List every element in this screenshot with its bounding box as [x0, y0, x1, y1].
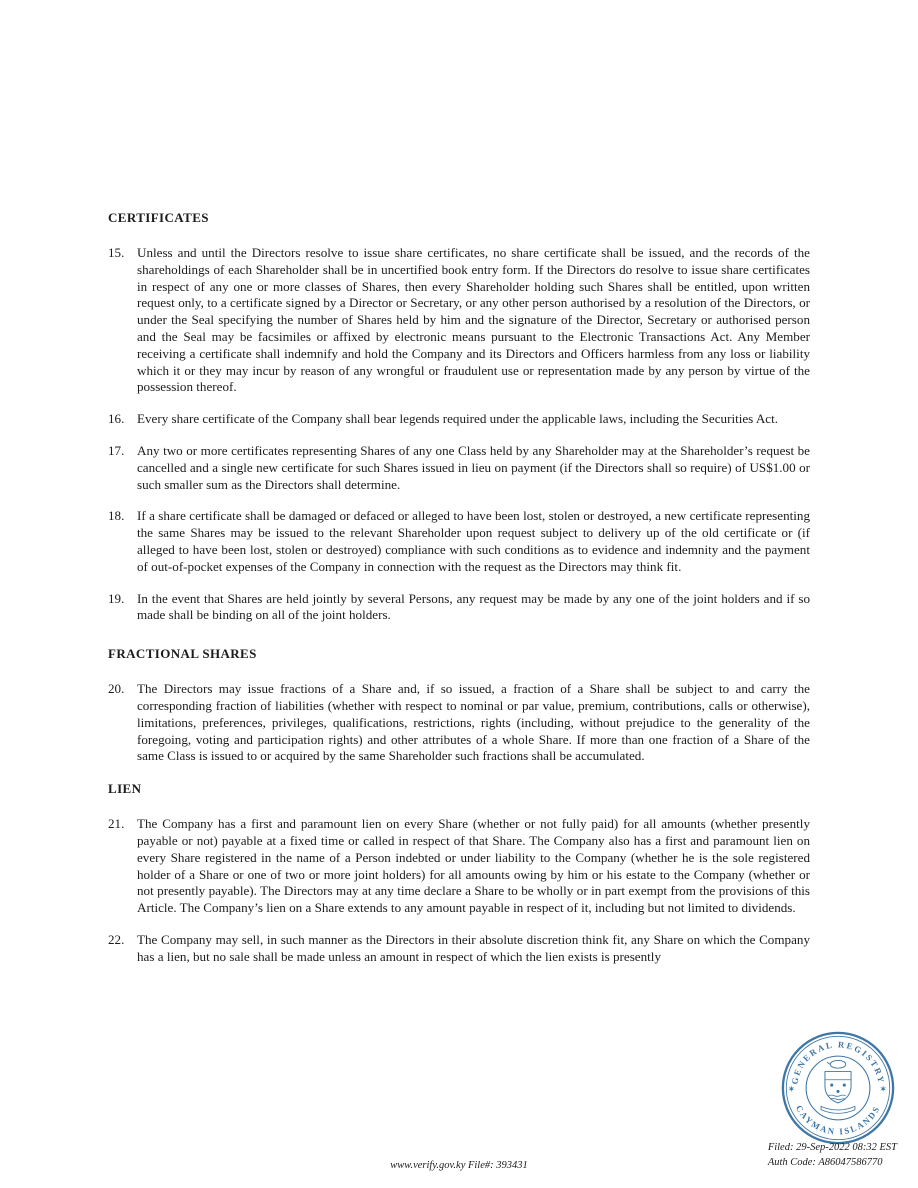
list-item	[108, 591, 810, 625]
item-text: The Company may sell, in such manner as the Directors in their absolute discretion think fit, any Share on which the Company has a lien, but no sale shall be made unless an amount in respect of which the lien exists is presently	[137, 931, 810, 964]
document-content	[108, 210, 810, 981]
section-heading-fractional-shares: FRACTIONAL SHARES	[108, 646, 257, 662]
auth-code: Auth Code: A86047586770	[767, 1157, 883, 1168]
item-text: Any two or more certificates representing Shares of any one Class held by any Shareholder may at the Shareholder’s request be cancelled and a single new certificate for such Shares issued in lieu on payment (if the Directors shall so require) of US$1.00 or such smaller sum as the Directors shall determine.	[137, 442, 810, 492]
filed-timestamp: Filed: 29-Sep-2022 08:32 EST	[767, 1142, 897, 1153]
seal-star-left-icon: ✶	[788, 1085, 795, 1094]
item-number: 21.	[108, 816, 125, 832]
list-item	[108, 681, 810, 765]
item-number: 15.	[108, 245, 125, 260]
seal-outer-inner-line	[786, 1036, 889, 1139]
item-text: The Company has a first and paramount lien on every Share (whether or not fully paid) for all amounts (whether presently payable or not) payable at a fixed time or called in respect of that Share. The Company also has a first and paramount lien on every Share registered in the name of a Person indebted or under liability to the Company (whether he is the sole registered holder of a Share or one of two or more joint holders) for all amounts owing by him or his estate to the Company (whether or not presently payable). The Directors may at any time declare a Share to be wholly or in part exempt from the provisions of this Article. The Company’s lien on a Share extends to any amount payable in respect of it, including but not limited to dividends.	[137, 816, 810, 916]
list-item	[108, 816, 810, 917]
coat-of-arms	[821, 1060, 855, 1113]
footer-verify-text: www.verify.gov.ky File#: 393431	[390, 1160, 528, 1171]
cayman-islands-general-registry-seal	[780, 1030, 896, 1146]
item-text: The Directors may issue fractions of a Share and, if so issued, a fraction of a Share shall be subject to and carry the corresponding fraction of liabilities (whether with respect to nominal or par value, premium, contributions, calls or otherwise), limitations, preferences, privileges, qualifications, restrictions, rights (including, without prejudice to the generality of the foregoing, voting and participation rights) and other attributes of a whole Share. If more than one fraction of a Share of the same Class is issued to or acquired by the same Shareholder such fractions shall be accumulated.	[137, 681, 810, 764]
item-number: 18.	[108, 508, 125, 524]
list-item	[108, 443, 810, 493]
list-item	[108, 411, 810, 428]
item-number: 22.	[108, 931, 125, 947]
seal-star-right-icon: ✶	[880, 1085, 887, 1094]
item-text: In the event that Shares are held jointly by several Persons, any request may be made by any one of the joint holders and if so made shall be binding on all of the joint holders.	[137, 590, 810, 623]
list-item	[108, 932, 810, 966]
filing-info	[768, 1140, 897, 1170]
list-item	[108, 245, 810, 396]
item-text: Unless and until the Directors resolve to issue share certificates, no share certificate shall be issued, and the records of the shareholdings of each Shareholder shall be in uncertified book entry form. If the Directors do resolve to issue share certificates in respect of any one or more classes of Shares, then every Shareholder holding such Shares shall be entitled, upon written request only, to a certificate signed by a Director or Secretary, or any other person authorised by a resolution of the Directors, or under the Seal specifying the number of Shares held by him and the signature of the Director, Secretary or authorised person and the Seal may be facsimiles or affixed by electronic means pursuant to the Electronic Transactions Act. Any Member receiving a certificate shall indemnify and hold the Company and its Directors and Officers harmless from any loss or liability which it or they may incur by reason of any wrongful or fraudulent use or representation made by any person by virtue of the possession thereof.	[137, 245, 810, 395]
item-text: Every share certificate of the Company shall bear legends required under the applicable laws, including the Securities Act.	[137, 411, 778, 427]
item-number: 19.	[108, 590, 125, 606]
list-item	[108, 508, 810, 575]
section-heading-lien: LIEN	[108, 781, 142, 797]
seal-bottom-text: CAYMAN ISLANDS	[793, 1103, 883, 1137]
item-number: 20.	[108, 681, 125, 697]
seal-top-text: GENERAL REGISTRY	[789, 1039, 887, 1086]
item-text: If a share certificate shall be damaged or defaced or alleged to have been lost, stolen or destroyed, a new certificate representing the same Shares may be issued to the relevant Shareholder upon request subject to delivery up of the old certificate or (if alleged to have been lost, stolen or destroyed) compliance with such conditions as to evidence and indemnity and the payment of out-of-pocket expenses of the Company in connection with the request as the Directors may think fit.	[137, 508, 810, 574]
item-number: 16.	[108, 411, 125, 427]
section-heading-certificates: CERTIFICATES	[108, 210, 209, 225]
item-number: 17.	[108, 442, 125, 458]
